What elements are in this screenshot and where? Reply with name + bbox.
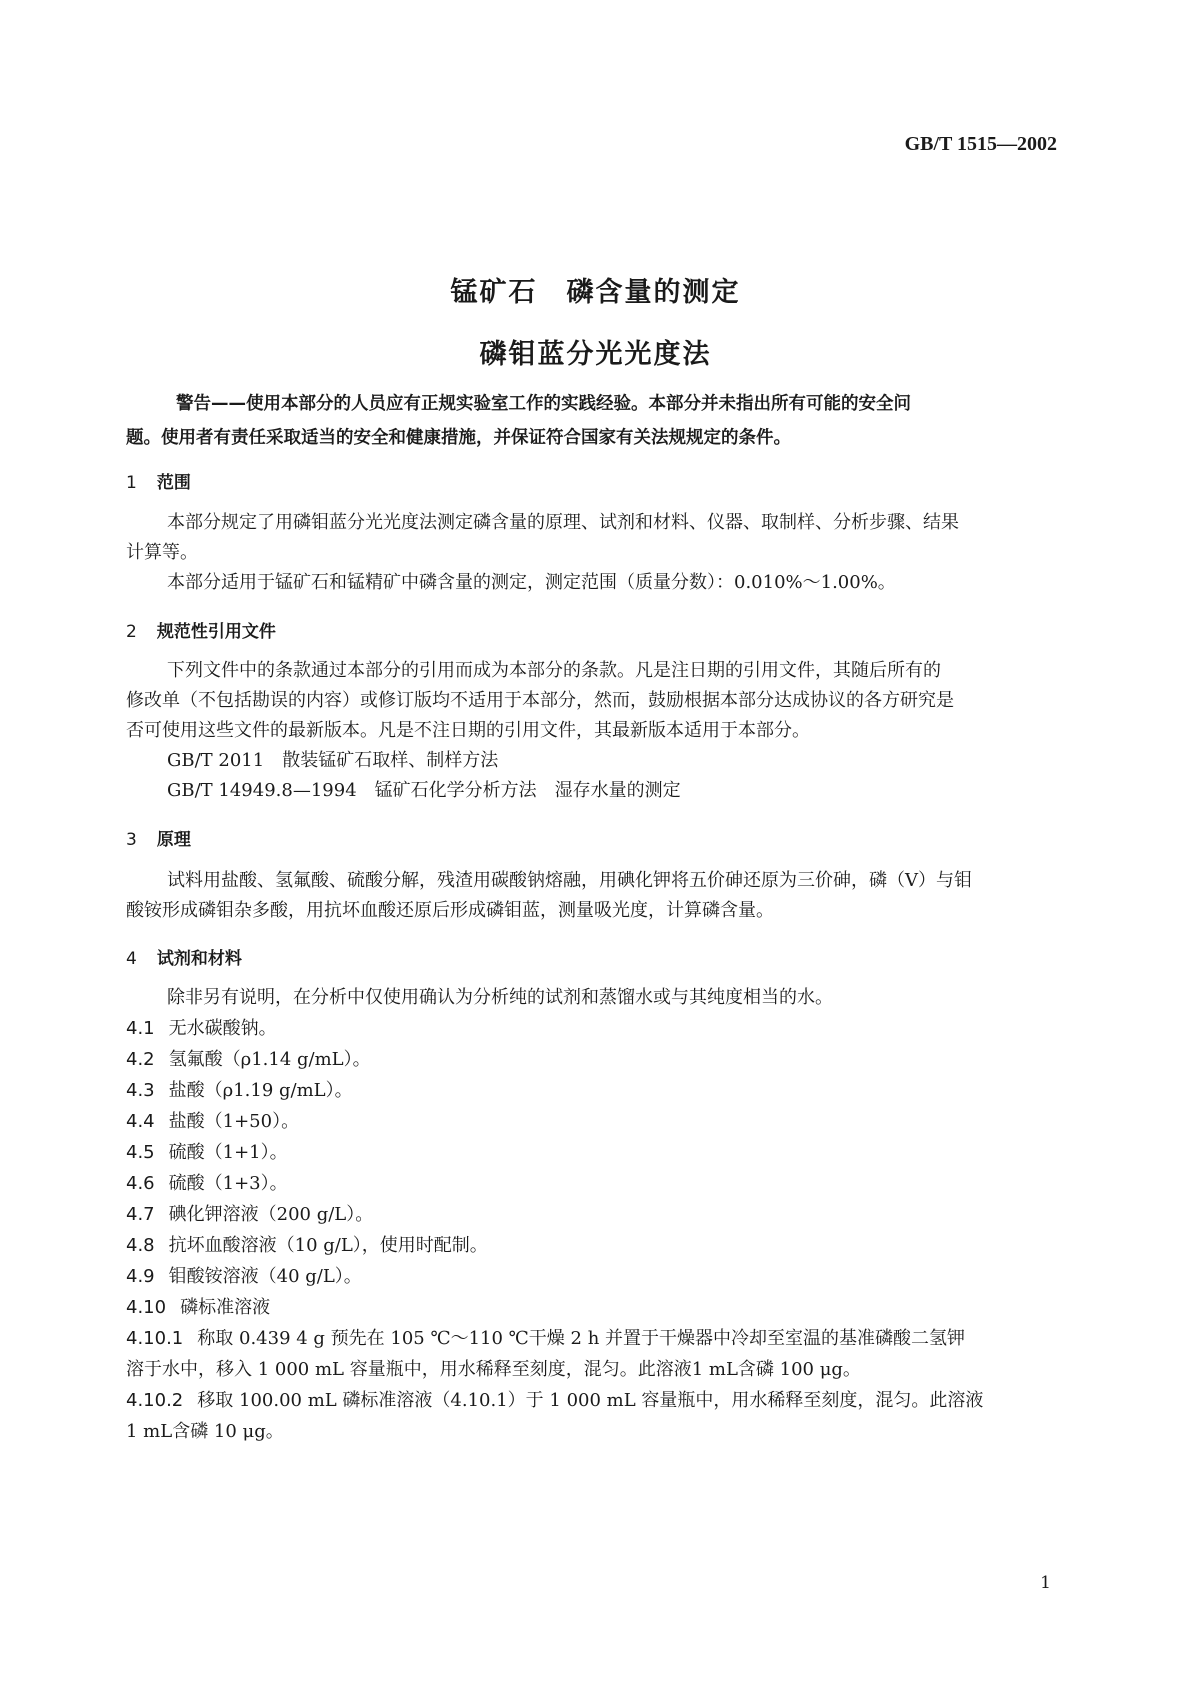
section-title: 试剂和材料 <box>156 949 242 969</box>
page-number: 1 <box>1040 1573 1051 1593</box>
list-item: 4.2 氢氟酸（ρ1.14 g/mL）。 <box>126 1049 371 1070</box>
list-item: 4.7 碘化钾溶液（200 g/L）。 <box>126 1204 374 1225</box>
list-item: 4.3 盐酸（ρ1.19 g/mL）。 <box>126 1080 353 1101</box>
list-item: 4.10 磷标准溶液 <box>126 1297 271 1318</box>
paragraph-line: 本部分适用于锰矿石和锰精矿中磷含量的测定，测定范围（质量分数）：0.010%～1.00%。 <box>167 572 896 593</box>
normative-reference: GB/T 2011 散装锰矿石取样、制样方法 <box>167 750 499 771</box>
list-item-4-10-1: 4.10.1 称取 0.439 4 g 预先在 105 ℃～110 ℃干燥 2 h 并置于干燥器中冷却至室温的基准磷酸二氢钾 <box>126 1328 966 1349</box>
list-item: 4.6 硫酸（1+3）。 <box>126 1173 288 1194</box>
section-title: 规范性引用文件 <box>156 622 276 642</box>
warning-line-2: 题。使用者有责任采取适当的安全和健康措施，并保证符合国家有关法规规定的条件。 <box>126 428 791 448</box>
list-item: 4.9 钼酸铵溶液（40 g/L）。 <box>126 1266 362 1287</box>
paragraph-line: 1 mL含磷 10 μg。 <box>126 1421 284 1442</box>
paragraph-line: 本部分规定了用磷钼蓝分光光度法测定磷含量的原理、试剂和材料、仪器、取制样、分析步骤、结果 <box>167 512 959 533</box>
section-4-heading <box>126 944 242 969</box>
section-title: 范围 <box>156 473 191 493</box>
section-2-heading <box>126 617 276 642</box>
section-number: 4 <box>126 949 137 969</box>
list-item-4-10-2: 4.10.2 移取 100.00 mL 磷标准溶液（4.10.1）于 1 000 mL 容量瓶中，用水稀释至刻度，混匀。此溶液 <box>126 1390 984 1411</box>
paragraph-line: 计算等。 <box>126 542 198 563</box>
warning-line-1: 警告——使用本部分的人员应有正规实验室工作的实践经验。本部分并未指出所有可能的安全问 <box>176 394 911 414</box>
document-title: 锰矿石 磷含量的测定 <box>450 277 741 308</box>
paragraph-line: 除非另有说明，在分析中仅使用确认为分析纯的试剂和蒸馏水或与其纯度相当的水。 <box>167 987 833 1008</box>
paragraph-line: 酸铵形成磷钼杂多酸，用抗坏血酸还原后形成磷钼蓝，测量吸光度，计算磷含量。 <box>126 900 774 921</box>
section-number: 3 <box>126 830 137 850</box>
list-item: 4.1 无水碳酸钠。 <box>126 1018 277 1039</box>
paragraph-line: 试料用盐酸、氢氟酸、硫酸分解，残渣用碳酸钠熔融，用碘化钾将五价砷还原为三价砷，磷（V）与钼 <box>167 870 972 891</box>
section-number: 2 <box>126 622 137 642</box>
section-3-heading <box>126 825 191 850</box>
paragraph-line: 修改单（不包括勘误的内容）或修订版均不适用于本部分，然而，鼓励根据本部分达成协议的各方研究是 <box>126 690 954 711</box>
section-title: 原理 <box>156 830 191 850</box>
document-subtitle: 磷钼蓝分光光度法 <box>479 339 712 370</box>
paragraph-line: 下列文件中的条款通过本部分的引用而成为本部分的条款。凡是注日期的引用文件，其随后所有的 <box>167 660 941 681</box>
list-item: 4.4 盐酸（1+50）。 <box>126 1111 300 1132</box>
list-item: 4.8 抗坏血酸溶液（10 g/L），使用时配制。 <box>126 1235 488 1256</box>
paragraph-line: 否可使用这些文件的最新版本。凡是不注日期的引用文件，其最新版本适用于本部分。 <box>126 720 810 741</box>
list-item: 4.5 硫酸（1+1）。 <box>126 1142 288 1163</box>
normative-reference: GB/T 14949.8—1994 锰矿石化学分析方法 湿存水量的测定 <box>167 780 681 801</box>
paragraph-line: 溶于水中，移入 1 000 mL 容量瓶中，用水稀释至刻度，混匀。此溶液1 mL含磷 100 μg。 <box>126 1359 861 1380</box>
standard-number: GB/T 1515—2002 <box>904 133 1057 155</box>
section-1-heading <box>126 468 191 493</box>
section-number: 1 <box>126 473 137 493</box>
